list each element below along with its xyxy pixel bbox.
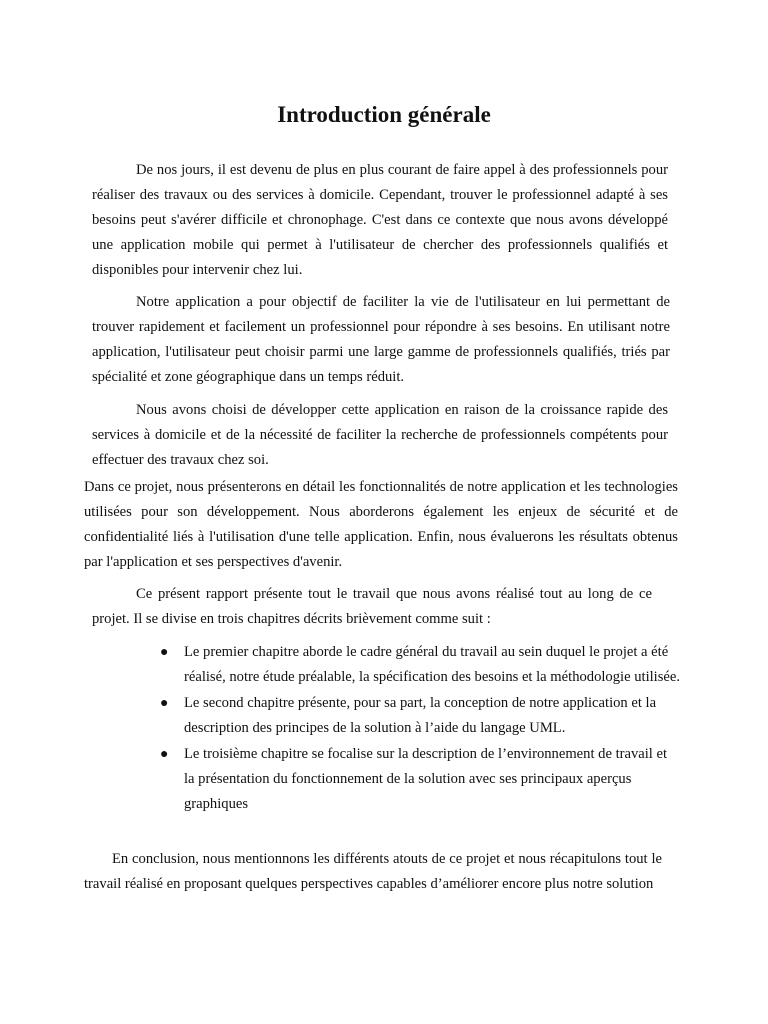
chapter-description: Le troisième chapitre se focalise sur la description de l’environnement de travail et la présentation du fonctionnement de la solution avec ses principaux aperçus graphiques — [184, 746, 668, 812]
bullet-icon: ● — [160, 747, 169, 762]
list-item — [160, 691, 680, 741]
bullet-icon: ● — [160, 645, 169, 660]
paragraph-conclusion: En conclusion, nous mentionnons les différents atouts de ce projet et nous récapitulons tout le travail réalisé en proposant quelques perspectives capables d’améliorer encore plus notre solution — [84, 851, 662, 892]
chapter-description: Le second chapitre présente, pour sa part, la conception de notre application et la description des principes de la solution à l’aide du langage UML. — [184, 695, 657, 736]
paragraph-report-structure: Ce présent rapport présente tout le travail que nous avons réalisé tout au long de ce projet. Il se divise en trois chapitres décrits brièvement comme suit : — [92, 586, 652, 627]
list-item — [160, 640, 680, 690]
page-title: Introduction générale — [277, 102, 491, 127]
paragraph-context: De nos jours, il est devenu de plus en plus courant de faire appel à des professionnels pour réaliser des travaux ou des services à domicile. Cependant, trouver le professionnel adapté à ses besoins peut s'avérer difficile et chronophage. C'est dans ce contexte que nous avons développé une application mobile qui permet à l'utilisateur de chercher des professionnels qualifiés et disponibles pour intervenir chez lui. — [92, 162, 668, 278]
list-item — [160, 742, 680, 817]
paragraph-project-overview: Dans ce projet, nous présenterons en détail les fonctionnalités de notre application et les technologies utilisées pour son développement. Nous aborderons également les enjeux de sécurité et de confidentialité liés à l'utilisation d'une telle application. Enfin, nous évaluerons les résultats obtenus par l'application et ses perspectives d'avenir. — [84, 479, 678, 570]
chapter-list — [160, 640, 680, 818]
bullet-icon: ● — [160, 696, 169, 711]
paragraph-motivation: Nous avons choisi de développer cette application en raison de la croissance rapide des services à domicile et de la nécessité de faciliter la recherche de professionnels compétents pour effectuer des travaux chez soi. — [92, 402, 668, 468]
paragraph-objective: Notre application a pour objectif de faciliter la vie de l'utilisateur en lui permettant de trouver rapidement et facilement un professionnel pour répondre à ses besoins. En utilisant notre application, l'utilisateur peut choisir parmi une large gamme de professionnels qualifiés, triés par spécialité et zone géographique dans un temps réduit. — [92, 294, 670, 385]
chapter-description: Le premier chapitre aborde le cadre général du travail au sein duquel le projet a été réalisé, notre étude préalable, la spécification des besoins et la méthodologie utilisée. — [184, 644, 681, 685]
